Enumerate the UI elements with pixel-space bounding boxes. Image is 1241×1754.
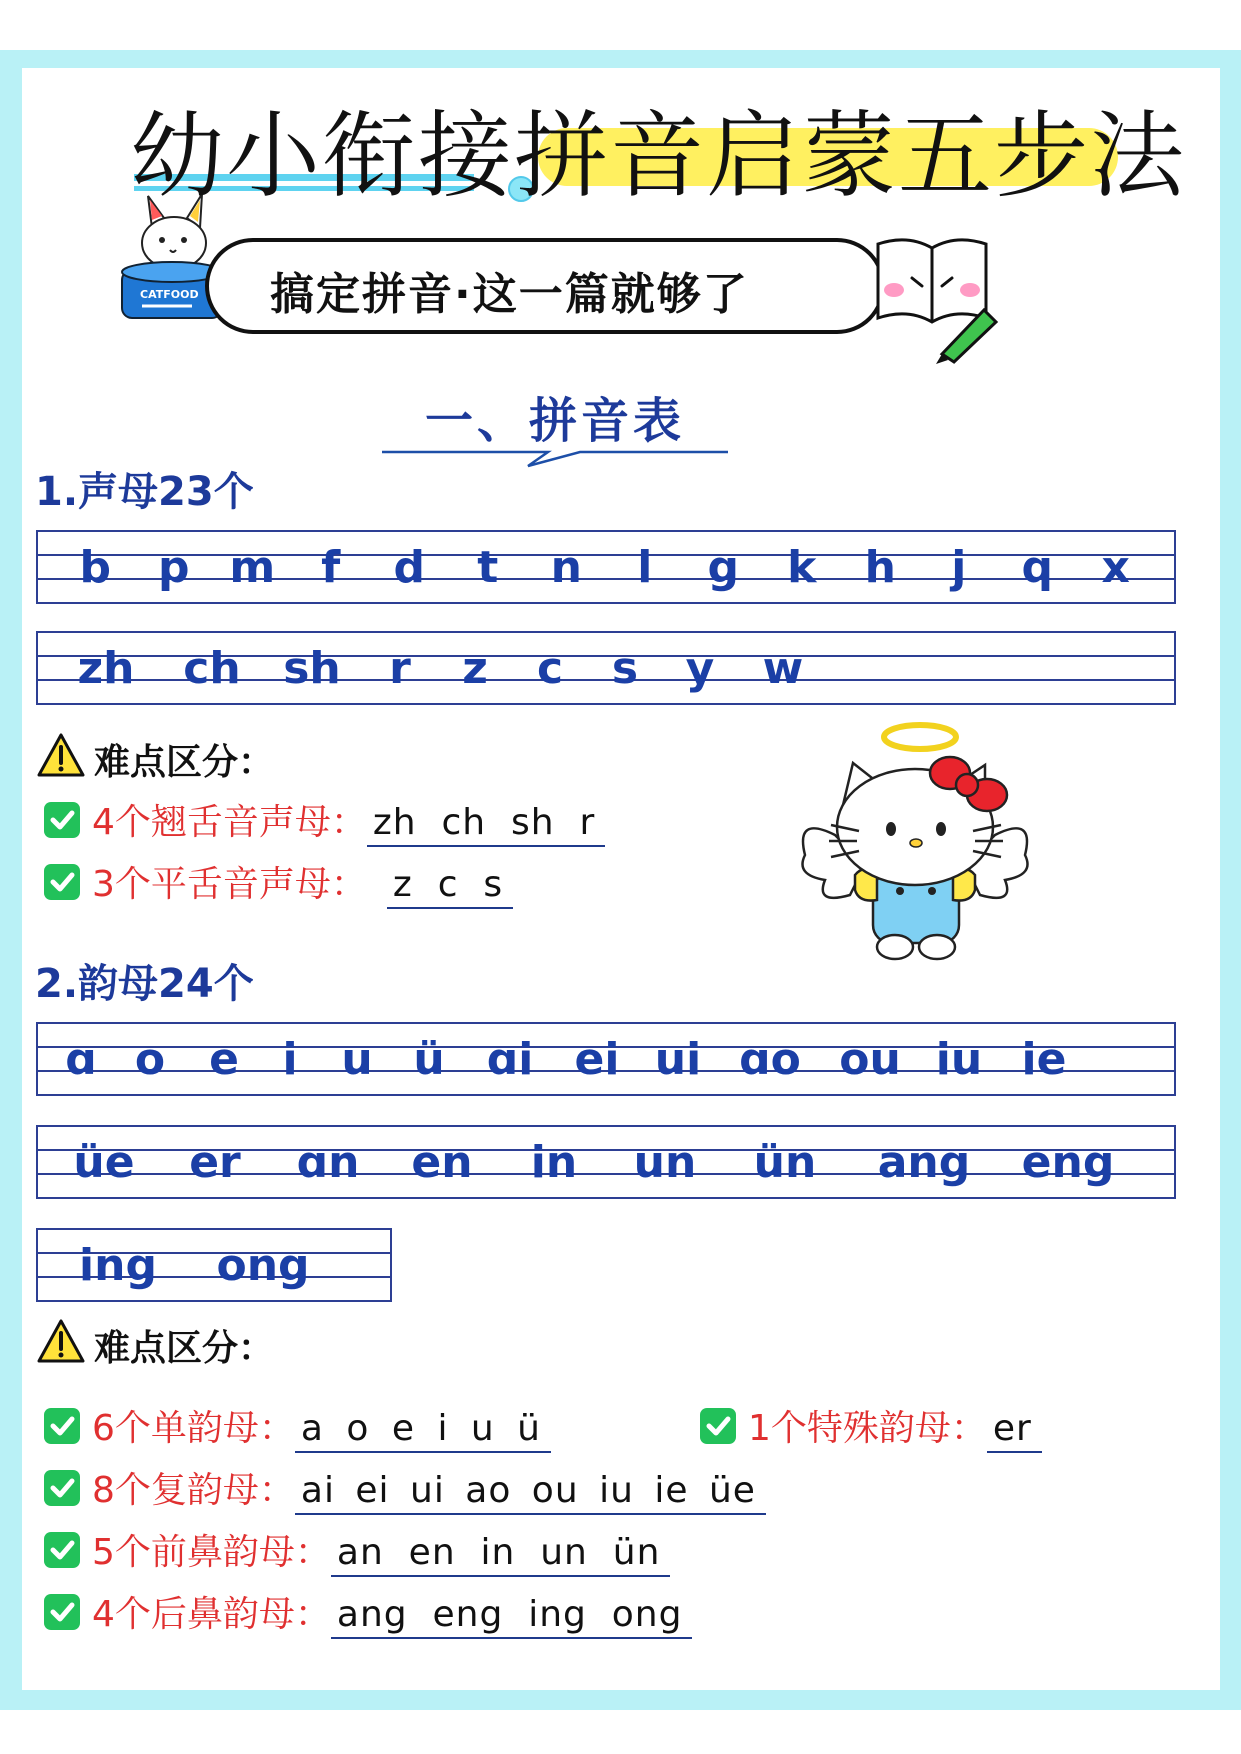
book-pencil-icon <box>872 234 1002 364</box>
shengmu-letter: d <box>393 542 425 593</box>
shengmu-letter: g <box>707 542 739 593</box>
shengmu-letter: h <box>864 542 896 593</box>
shengmu-letter: f <box>321 542 341 593</box>
yunmu-item-front-nasal <box>44 1524 670 1577</box>
yunmu-letter: ɑn <box>296 1137 360 1188</box>
checkbox-icon <box>44 864 80 900</box>
shengmu-letter: sh <box>283 643 341 694</box>
yunmu-row2 <box>38 1133 1138 1193</box>
yunmu-letter: üe <box>73 1137 135 1188</box>
shengmu-letter: w <box>762 643 804 694</box>
shengmu-item-flat <box>44 856 513 909</box>
yunmu-letter: in <box>530 1137 578 1188</box>
yunmu-letter: ü <box>413 1034 445 1085</box>
shengmu-letter: r <box>389 643 411 694</box>
shengmu-letter: y <box>685 643 715 694</box>
yunmu-letter: ang <box>877 1137 971 1188</box>
yunmu-difficulty-heading: 难点区分： <box>94 1328 275 1369</box>
shengmu-letter: zh <box>77 643 135 694</box>
shengmu-grid-row2 <box>36 631 1176 705</box>
angel-cat-illustration <box>795 715 1035 975</box>
yunmu-letter: i <box>282 1034 298 1085</box>
warning-icon <box>36 1318 86 1364</box>
checkbox-icon <box>44 1594 80 1630</box>
yunmu-letter: ɑo <box>739 1034 801 1085</box>
shengmu-letter: j <box>951 542 967 593</box>
item-value: a o e i u ü <box>295 1408 551 1453</box>
yunmu-letter: ei <box>574 1034 620 1085</box>
item-value: ang eng ing ong <box>331 1594 693 1639</box>
yunmu-letter: ong <box>216 1240 310 1291</box>
shengmu-heading: 1.声母23个 <box>35 469 254 515</box>
item-value: er <box>987 1408 1042 1453</box>
yunmu-grid-row3 <box>36 1228 392 1302</box>
section-title: 一、拼音表 <box>425 393 686 449</box>
yunmu-letter: ou <box>839 1034 901 1085</box>
yunmu-letter: u <box>341 1034 373 1085</box>
yunmu-letter: ui <box>654 1034 702 1085</box>
yunmu-letter: ie <box>1021 1034 1067 1085</box>
yunmu-row3 <box>38 1236 338 1296</box>
item-label: 1个特殊韵母： <box>748 1408 987 1449</box>
yunmu-grid-row1 <box>36 1022 1176 1096</box>
shengmu-letter: s <box>611 643 639 694</box>
shengmu-letter: z <box>462 643 488 694</box>
subtitle: 搞定拼音·这一篇就够了 <box>270 269 749 320</box>
shengmu-letter: n <box>550 542 582 593</box>
checkbox-icon <box>700 1408 736 1444</box>
yunmu-heading: 2.韵母24个 <box>35 961 254 1007</box>
shengmu-item-retroflex <box>44 794 605 847</box>
item-value: ai ei ui ao ou iu ie üe <box>295 1470 766 1515</box>
shengmu-letter: m <box>229 542 276 593</box>
item-label: 8个复韵母： <box>92 1470 295 1511</box>
shengmu-row1 <box>38 538 1155 598</box>
yunmu-item-back-nasal <box>44 1586 692 1639</box>
yunmu-letter: o <box>134 1034 166 1085</box>
yunmu-item-compound <box>44 1462 766 1515</box>
yunmu-grid-row2 <box>36 1125 1176 1199</box>
checkbox-icon <box>44 1470 80 1506</box>
shengmu-row2 <box>38 639 828 699</box>
yunmu-item-simple <box>44 1400 551 1453</box>
yunmu-letter: ing <box>79 1240 157 1291</box>
item-value: an en in un ün <box>331 1532 670 1577</box>
shengmu-letter: t <box>477 542 499 593</box>
shengmu-letter: b <box>79 542 111 593</box>
section-title-underline <box>380 444 730 474</box>
shengmu-letter: p <box>158 542 190 593</box>
yunmu-letter: er <box>189 1137 241 1188</box>
yunmu-item-special <box>700 1400 1042 1453</box>
yunmu-letter: ün <box>753 1137 817 1188</box>
checkbox-icon <box>44 1408 80 1444</box>
item-value: z c s <box>387 864 513 909</box>
checkbox-icon <box>44 1532 80 1568</box>
checkbox-icon <box>44 802 80 838</box>
shengmu-letter: x <box>1101 542 1130 593</box>
yunmu-letter: ɑi <box>486 1034 534 1085</box>
item-label: 3个平舌音声母： <box>92 864 367 905</box>
shengmu-letter: ch <box>183 643 241 694</box>
item-label: 4个翘舌音声母： <box>92 802 367 843</box>
shengmu-letter: c <box>536 643 564 694</box>
yunmu-letter: un <box>633 1137 697 1188</box>
item-value: zh ch sh r <box>367 802 605 847</box>
warning-icon <box>36 732 86 778</box>
yunmu-letter: e <box>209 1034 239 1085</box>
yunmu-letter: eng <box>1021 1137 1115 1188</box>
shengmu-letter: q <box>1021 542 1053 593</box>
shengmu-letter: k <box>787 542 817 593</box>
yunmu-letter: iu <box>935 1034 983 1085</box>
shengmu-letter: l <box>637 542 653 593</box>
yunmu-row1 <box>38 1030 1088 1090</box>
item-label: 6个单韵母： <box>92 1408 295 1449</box>
shengmu-difficulty-heading: 难点区分： <box>94 742 275 783</box>
catfood-label: CATFOOD <box>140 288 199 301</box>
item-label: 5个前鼻韵母： <box>92 1532 331 1573</box>
page-title: 幼小衔接拼音启蒙五步法 <box>130 102 1187 211</box>
yunmu-letter: en <box>411 1137 473 1188</box>
item-label: 4个后鼻韵母： <box>92 1594 331 1635</box>
shengmu-grid-row1 <box>36 530 1176 604</box>
yunmu-letter: ɑ <box>65 1034 97 1085</box>
